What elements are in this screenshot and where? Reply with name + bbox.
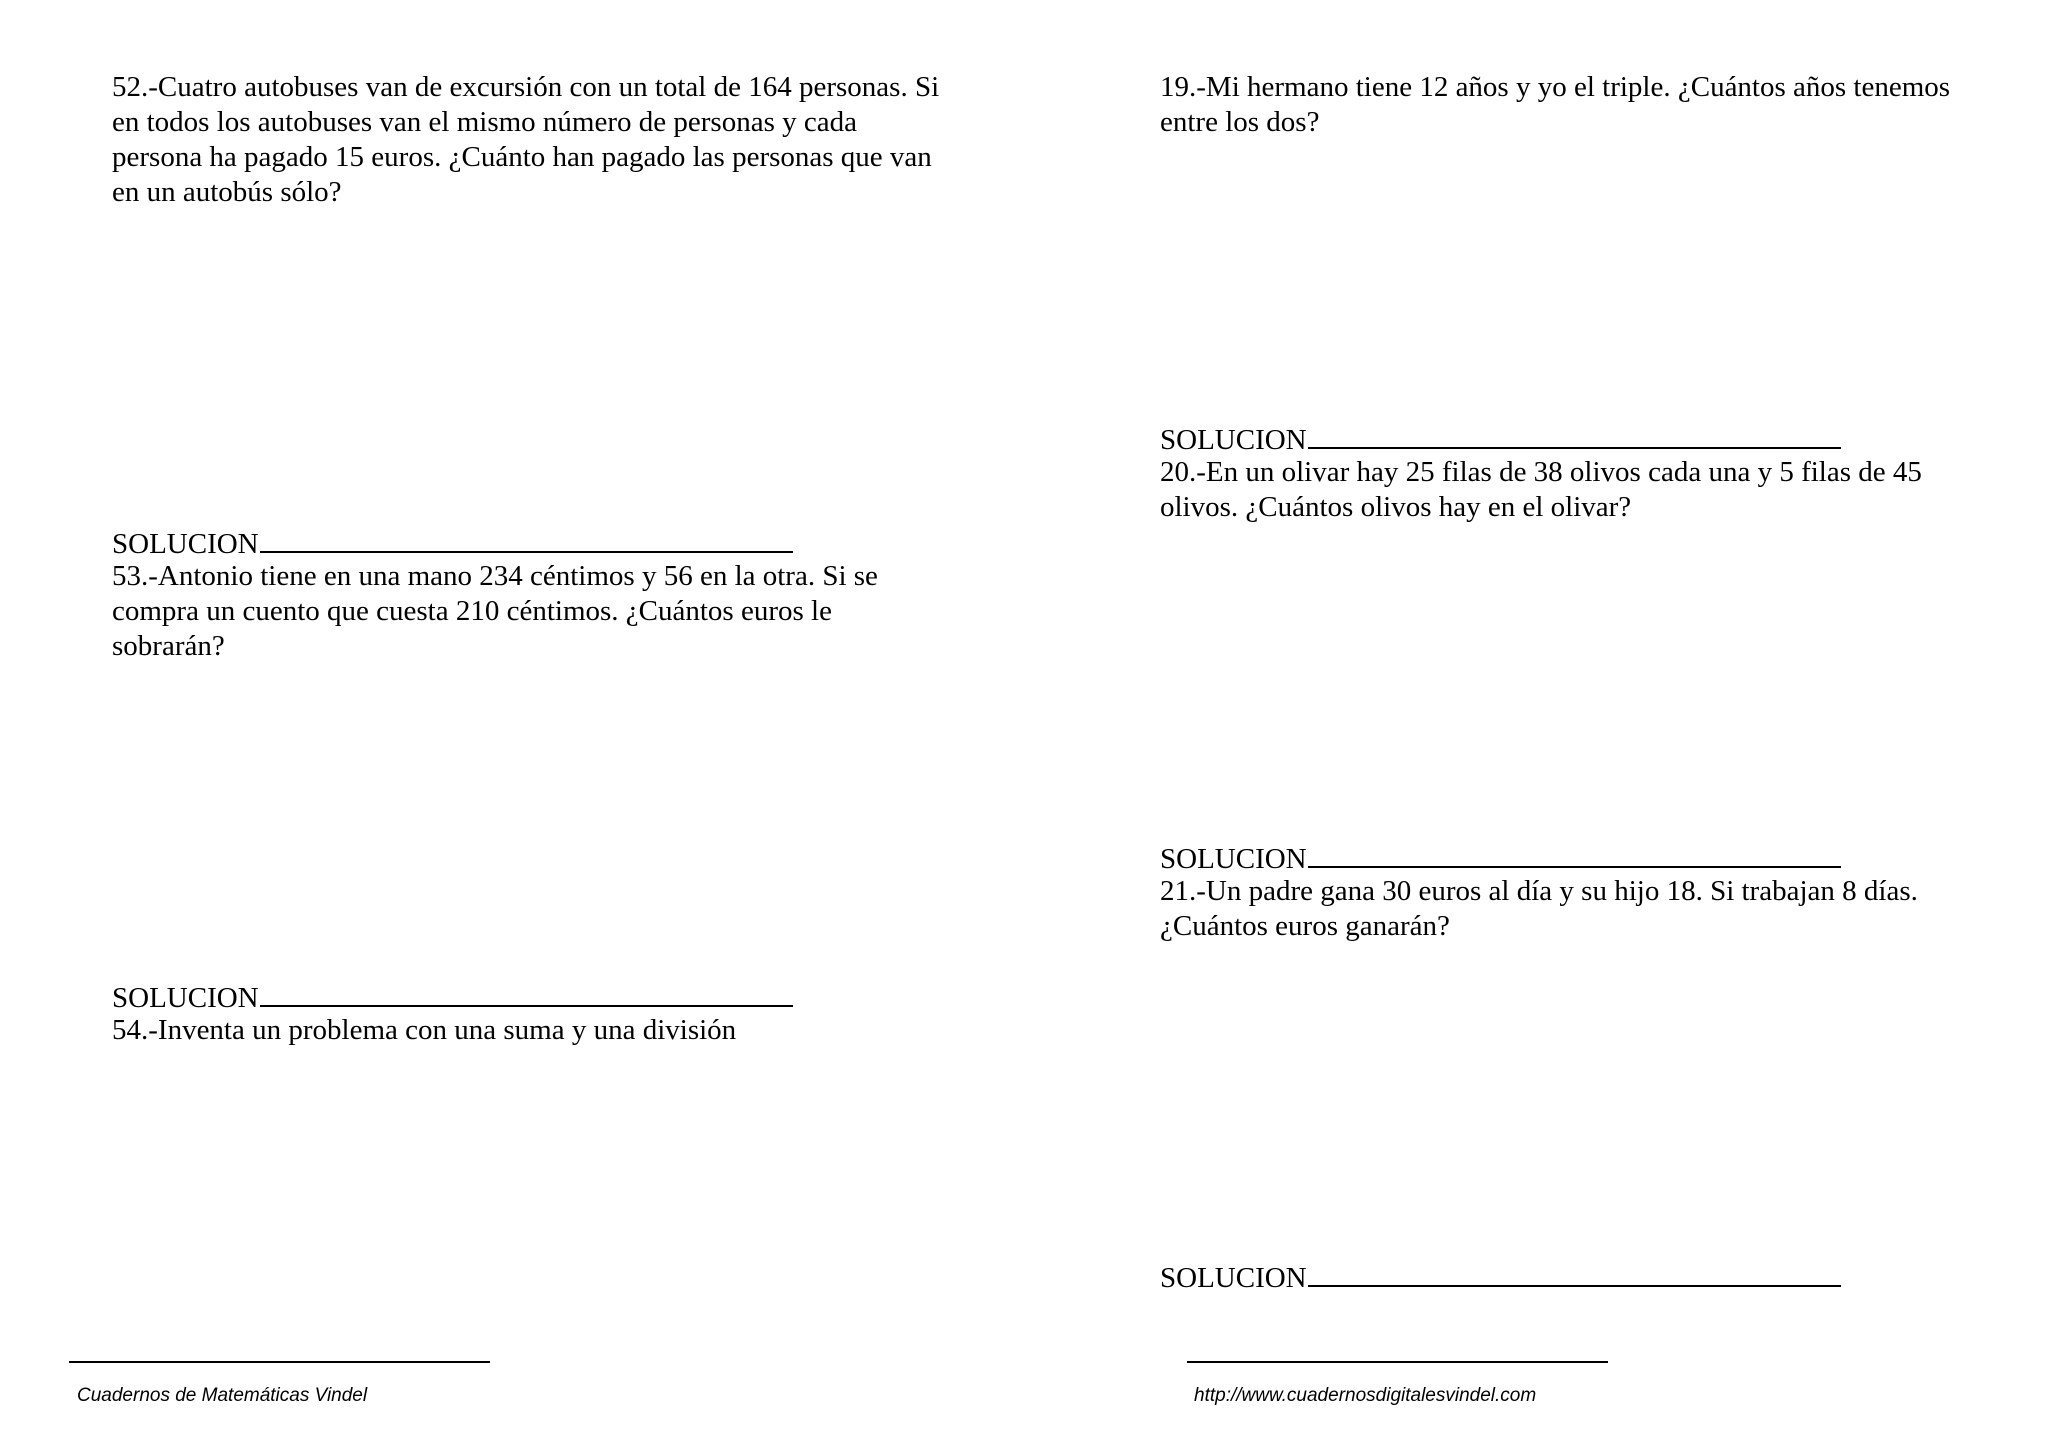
solution-20-label: SOLUCION	[1160, 843, 1307, 875]
problem-19-text: 19.-Mi hermano tiene 12 años y yo el triple. ¿Cuántos años tenemos entre los dos?	[1160, 71, 1951, 138]
solution-53-row	[112, 978, 793, 1016]
solution-19-row	[1160, 420, 1841, 458]
solution-52-label: SOLUCION	[112, 528, 259, 560]
solution-20-answer-line[interactable]	[1308, 839, 1841, 868]
solution-53-answer-line[interactable]	[260, 978, 793, 1007]
solution-52-answer-line[interactable]	[260, 524, 793, 553]
problem-20-text: 20.-En un olivar hay 25 filas de 38 olivos cada una y 5 filas de 45 olivos. ¿Cuántos olivos hay en el olivar?	[1160, 456, 1922, 523]
problem-53-text: 53.-Antonio tiene en una mano 234 céntimos y 56 en la otra. Si se compra un cuento que cuesta 210 céntimos. ¿Cuántos euros le sobrarán?	[112, 560, 878, 662]
solution-21-answer-line[interactable]	[1308, 1258, 1841, 1287]
solution-53-label: SOLUCION	[112, 982, 259, 1014]
footer-left-text: Cuadernos de Matemáticas Vindel	[77, 1385, 368, 1406]
solution-19-answer-line[interactable]	[1308, 420, 1841, 449]
solution-19-label: SOLUCION	[1160, 424, 1307, 456]
footer-right-rule	[1187, 1361, 1608, 1363]
footer-left-rule	[69, 1361, 490, 1363]
solution-20-row	[1160, 839, 1841, 877]
problem-54-text: 54.-Inventa un problema con una suma y una división	[112, 1014, 737, 1046]
problem-52-text: 52.-Cuatro autobuses van de excursión con un total de 164 personas. Si en todos los autobuses van el mismo número de personas y cada persona ha pagado 15 euros. ¿Cuánto han pagado las personas que van en un autobús sólo?	[112, 71, 940, 208]
solution-21-row	[1160, 1258, 1841, 1296]
footer-right-link[interactable]: http://www.cuadernosdigitalesvindel.com	[1194, 1385, 1537, 1406]
problem-21-text: 21.-Un padre gana 30 euros al día y su hijo 18. Si trabajan 8 días. ¿Cuántos euros ganarán?	[1160, 875, 1918, 942]
solution-21-label: SOLUCION	[1160, 1262, 1307, 1294]
solution-52-row	[112, 524, 793, 562]
